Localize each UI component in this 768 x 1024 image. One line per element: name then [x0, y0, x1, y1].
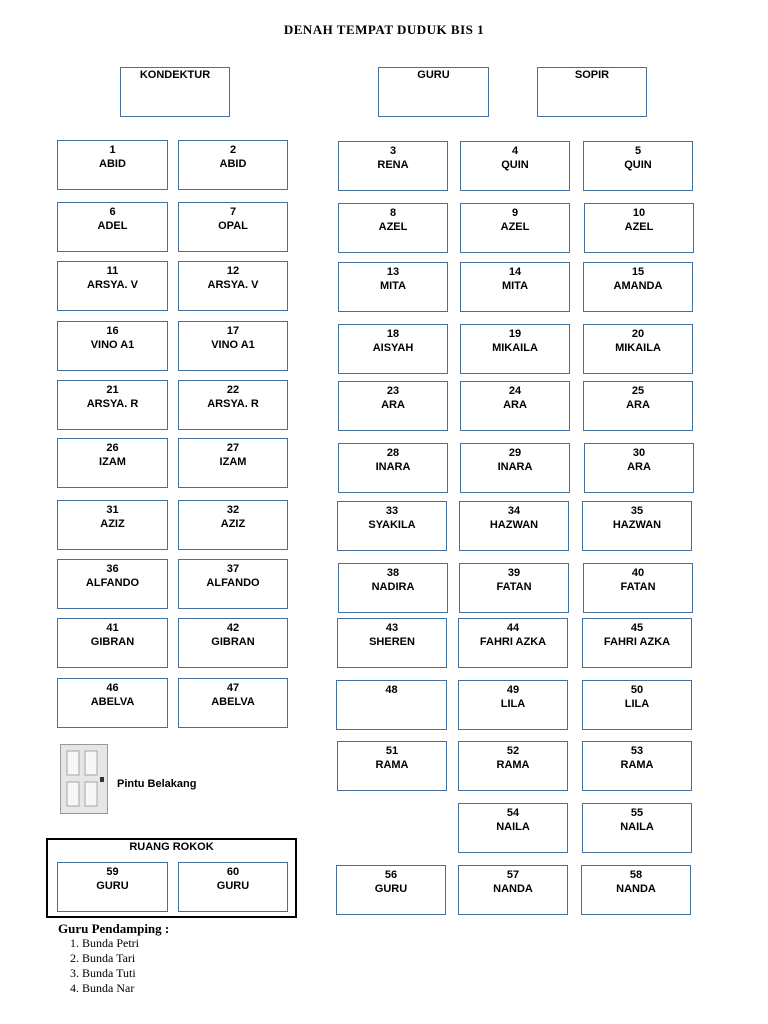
seat-name: SHEREN — [369, 636, 415, 648]
seat-38 — [338, 563, 448, 613]
seat-number: 23 — [386, 385, 400, 397]
header-guru-label: GURU — [417, 69, 450, 81]
seat-name: NANDA — [493, 883, 533, 895]
seat-number: 24 — [508, 385, 522, 397]
seat-number: 50 — [630, 684, 644, 696]
seat-name: NANDA — [616, 883, 656, 895]
seat-1 — [57, 140, 168, 190]
seat-name: GURU — [216, 880, 250, 892]
seat-name: ABID — [219, 158, 247, 170]
seat-number: 46 — [106, 682, 119, 694]
seat-13 — [338, 262, 448, 312]
seat-name: MIKAILA — [492, 342, 538, 354]
list-item: 1. Bunda Petri — [82, 936, 169, 951]
seat-22 — [178, 380, 288, 430]
seat-number: 38 — [386, 567, 400, 579]
seat-name: ABID — [99, 158, 126, 170]
seat-number: 36 — [106, 563, 119, 575]
seat-number: 28 — [386, 447, 400, 459]
seat-name: RAMA — [496, 759, 530, 771]
seat-number: 48 — [385, 684, 398, 696]
seat-name: GIBRAN — [90, 636, 135, 648]
seat-16 — [57, 321, 168, 371]
seat-number: 58 — [629, 869, 643, 881]
seat-34 — [459, 501, 569, 551]
seat-number: 12 — [226, 265, 240, 277]
seat-name: MITA — [379, 280, 407, 292]
seat-name: AZIZ — [220, 518, 246, 530]
seat-number: 1 — [109, 144, 116, 156]
seat-36 — [57, 559, 168, 609]
seat-number: 41 — [106, 622, 119, 634]
companion-heading: Guru Pendamping : — [58, 921, 170, 936]
seat-name: FAHRI AZKA — [479, 636, 547, 648]
seat-name: IZAM — [99, 456, 126, 468]
seat-name: ARA — [627, 461, 651, 473]
seat-56 — [336, 865, 446, 915]
seat-name: ABELVA — [90, 696, 135, 708]
seat-name: FATAN — [620, 581, 656, 593]
seat-name: HAZWAN — [612, 519, 662, 531]
list-item: 3. Bunda Tuti — [82, 966, 169, 981]
header-guru — [378, 67, 489, 117]
seat-number: 29 — [508, 447, 522, 459]
seat-name: NAILA — [496, 821, 530, 833]
seat-number: 34 — [507, 505, 521, 517]
seat-number: 42 — [226, 622, 240, 634]
seat-name: ARA — [381, 399, 405, 411]
seat-number: 32 — [226, 504, 240, 516]
seat-50 — [582, 680, 692, 730]
seat-number: 7 — [229, 206, 237, 218]
seat-12 — [178, 261, 288, 311]
seat-47 — [178, 678, 288, 728]
seat-4 — [460, 141, 570, 191]
seat-name: AZEL — [624, 221, 654, 233]
seat-number: 40 — [631, 567, 645, 579]
seat-37 — [178, 559, 288, 609]
seat-46 — [57, 678, 168, 728]
seat-number: 9 — [511, 207, 519, 219]
seat-number: 33 — [385, 505, 399, 517]
seat-number: 8 — [389, 207, 397, 219]
seat-number: 57 — [506, 869, 520, 881]
seat-number: 44 — [506, 622, 520, 634]
seat-name: ARSYA. R — [86, 398, 139, 410]
seat-name: GIBRAN — [211, 636, 255, 648]
seat-number: 35 — [630, 505, 644, 517]
seat-41 — [57, 618, 168, 668]
seat-number: 6 — [109, 206, 116, 218]
seat-48 — [336, 680, 447, 730]
seat-number: 31 — [106, 504, 119, 516]
seat-number: 21 — [106, 384, 119, 396]
door-icon — [60, 744, 108, 814]
seat-20 — [583, 324, 693, 374]
seat-name: INARA — [375, 461, 411, 473]
seat-number: 14 — [508, 266, 522, 278]
seat-18 — [338, 324, 448, 374]
seat-name: RENA — [377, 159, 409, 171]
seat-number: 18 — [386, 328, 400, 340]
seat-name: ALFANDO — [206, 577, 260, 589]
seat-8 — [338, 203, 448, 253]
header-kondektur-label: KONDEKTUR — [139, 69, 211, 81]
seat-19 — [460, 324, 570, 374]
seat-name: ABELVA — [211, 696, 255, 708]
seat-number: 26 — [106, 442, 119, 454]
seat-number: 27 — [226, 442, 240, 454]
seat-number: 30 — [632, 447, 646, 459]
seat-name: AZIZ — [100, 518, 125, 530]
page-title: DENAH TEMPAT DUDUK BIS 1 — [283, 22, 485, 37]
seat-32 — [178, 500, 288, 550]
seat-name: GURU — [374, 883, 408, 895]
seat-45 — [582, 618, 692, 668]
companion-teachers — [58, 921, 169, 996]
seat-2 — [178, 140, 288, 190]
seat-7 — [178, 202, 288, 252]
seat-43 — [337, 618, 447, 668]
seat-number: 22 — [226, 384, 240, 396]
seat-27 — [178, 438, 288, 488]
seat-number: 2 — [229, 144, 237, 156]
seat-number: 53 — [630, 745, 644, 757]
seat-number: 43 — [385, 622, 399, 634]
seat-name: QUIN — [624, 159, 652, 171]
seat-60 — [178, 862, 288, 912]
seat-5 — [583, 141, 693, 191]
seat-24 — [460, 381, 570, 431]
seat-44 — [458, 618, 568, 668]
seat-25 — [583, 381, 693, 431]
seat-number: 54 — [506, 807, 520, 819]
seat-number: 3 — [389, 145, 397, 157]
seat-40 — [583, 563, 693, 613]
seat-54 — [458, 803, 568, 853]
seat-57 — [458, 865, 568, 915]
seat-name: INARA — [497, 461, 533, 473]
seat-name: NAILA — [620, 821, 654, 833]
seat-name: FAHRI AZKA — [603, 636, 671, 648]
seat-number: 37 — [226, 563, 240, 575]
seat-name: LILA — [624, 698, 650, 710]
seat-name: AISYAH — [372, 342, 414, 354]
seat-number: 20 — [631, 328, 645, 340]
seat-51 — [337, 741, 447, 791]
seat-name: VINO A1 — [211, 339, 255, 351]
seat-52 — [458, 741, 568, 791]
seat-name: ADEL — [97, 220, 128, 232]
seat-name: AZEL — [500, 221, 530, 233]
list-item: 4. Bunda Nar — [82, 981, 169, 996]
seat-name: MITA — [501, 280, 529, 292]
seat-name: ARA — [503, 399, 527, 411]
seat-number: 55 — [630, 807, 644, 819]
seat-number: 15 — [631, 266, 645, 278]
seat-55 — [582, 803, 692, 853]
seat-number: 4 — [511, 145, 519, 157]
seat-name: ARA — [626, 399, 650, 411]
seat-39 — [459, 563, 569, 613]
seat-name: OPAL — [218, 220, 248, 232]
seat-35 — [582, 501, 692, 551]
seat-11 — [57, 261, 168, 311]
seat-30 — [584, 443, 694, 493]
header-sopir-label: SOPIR — [574, 69, 610, 81]
seat-name: VINO A1 — [90, 339, 135, 351]
seat-number: 10 — [632, 207, 646, 219]
seat-15 — [583, 262, 693, 312]
seat-29 — [460, 443, 570, 493]
seat-number: 49 — [506, 684, 520, 696]
seat-name: NADIRA — [371, 581, 415, 593]
seat-name: ARSYA. V — [87, 279, 138, 291]
seat-name: SYAKILA — [368, 519, 416, 531]
seat-name: ARSYA. R — [207, 398, 259, 410]
header-sopir — [537, 67, 647, 117]
seat-name: FATAN — [496, 581, 532, 593]
seat-number: 5 — [634, 145, 642, 157]
seat-number: 13 — [386, 266, 400, 278]
seat-name: ARSYA. V — [207, 279, 259, 291]
seat-number: 47 — [226, 682, 240, 694]
seat-number: 59 — [106, 866, 119, 878]
seat-33 — [337, 501, 447, 551]
seat-9 — [460, 203, 570, 253]
seat-name: RAMA — [620, 759, 654, 771]
seat-number: 39 — [507, 567, 521, 579]
seat-31 — [57, 500, 168, 550]
seat-number: 56 — [384, 869, 398, 881]
seat-number: 25 — [631, 385, 645, 397]
seat-name: GURU — [96, 880, 129, 892]
door-label: Pintu Belakang — [117, 778, 197, 790]
companion-list — [58, 936, 169, 996]
seat-14 — [460, 262, 570, 312]
seat-name: IZAM — [219, 456, 247, 468]
seat-number: 11 — [106, 265, 119, 277]
seat-number: 60 — [226, 866, 240, 878]
seat-59 — [57, 862, 168, 912]
seat-name: ALFANDO — [85, 577, 140, 589]
seat-28 — [338, 443, 448, 493]
seat-17 — [178, 321, 288, 371]
seat-number: 52 — [506, 745, 520, 757]
seat-number: 51 — [385, 745, 399, 757]
seat-name: LILA — [500, 698, 526, 710]
list-item: 2. Bunda Tari — [82, 951, 169, 966]
seat-3 — [338, 141, 448, 191]
smoking-room-label: RUANG ROKOK — [129, 841, 214, 853]
seat-number: 16 — [106, 325, 119, 337]
seat-26 — [57, 438, 168, 488]
seat-name: RAMA — [375, 759, 409, 771]
header-kondektur — [120, 67, 230, 117]
seat-name: AZEL — [378, 221, 408, 233]
seat-42 — [178, 618, 288, 668]
seat-23 — [338, 381, 448, 431]
seat-53 — [582, 741, 692, 791]
seat-number: 19 — [508, 328, 522, 340]
seat-58 — [581, 865, 691, 915]
seat-6 — [57, 202, 168, 252]
seat-10 — [584, 203, 694, 253]
seat-name: QUIN — [501, 159, 529, 171]
seat-name: MIKAILA — [615, 342, 661, 354]
seat-21 — [57, 380, 168, 430]
seat-name: AMANDA — [613, 280, 663, 292]
seat-number: 45 — [630, 622, 644, 634]
seat-name: HAZWAN — [489, 519, 539, 531]
seat-number: 17 — [226, 325, 240, 337]
seat-49 — [458, 680, 568, 730]
